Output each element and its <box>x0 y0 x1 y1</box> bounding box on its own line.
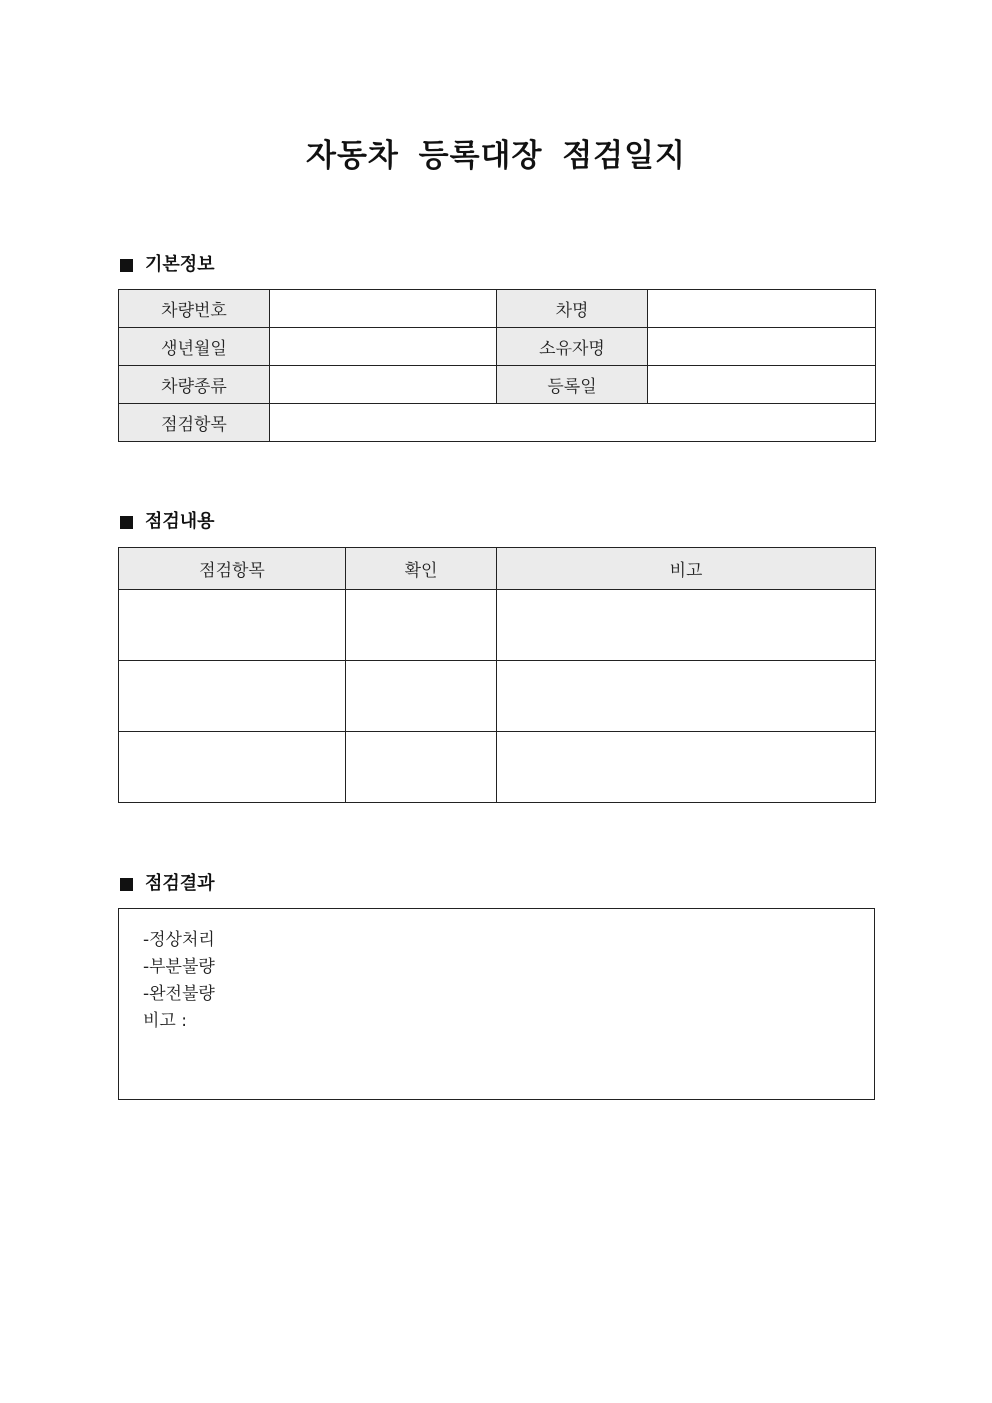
square-bullet-icon <box>120 516 133 529</box>
registration-date-field[interactable] <box>648 366 876 404</box>
inspection-heading <box>118 510 215 534</box>
vehicle-type-field[interactable] <box>270 366 497 404</box>
result-heading <box>118 872 215 896</box>
item-cell[interactable] <box>119 732 346 803</box>
result-lines <box>143 927 215 1035</box>
table-row <box>119 290 876 328</box>
inspection-item-label: 점검항목 <box>119 404 270 442</box>
birth-date-label: 생년월일 <box>119 328 270 366</box>
result-option-normal: -정상처리 <box>143 930 215 950</box>
vehicle-name-field[interactable] <box>648 290 876 328</box>
table-row <box>119 732 876 803</box>
confirm-cell[interactable] <box>346 661 497 732</box>
column-header-item: 점검항목 <box>119 548 346 590</box>
table-row <box>119 366 876 404</box>
inspection-table <box>118 547 876 803</box>
result-option-partial-defect: -부분불량 <box>143 957 215 977</box>
item-cell[interactable] <box>119 661 346 732</box>
result-option-total-defect: -완전불량 <box>143 984 215 1004</box>
column-header-remarks: 비고 <box>497 548 876 590</box>
square-bullet-icon <box>120 878 133 891</box>
confirm-cell[interactable] <box>346 590 497 661</box>
table-row <box>119 328 876 366</box>
vehicle-name-label: 차명 <box>497 290 648 328</box>
vehicle-number-label: 차량번호 <box>119 290 270 328</box>
result-heading-text: 점검결과 <box>145 873 215 894</box>
basic-info-heading <box>118 253 215 277</box>
inspection-heading-text: 점검내용 <box>145 511 215 532</box>
remarks-cell[interactable] <box>497 590 876 661</box>
remarks-cell[interactable] <box>497 661 876 732</box>
page-title: 자동차 등록대장 점검일지 <box>306 138 686 174</box>
basic-info-table <box>118 289 876 442</box>
table-row <box>119 661 876 732</box>
result-remarks-label: 비고 : <box>143 1011 187 1031</box>
square-bullet-icon <box>120 259 133 272</box>
inspection-item-field[interactable] <box>270 404 876 442</box>
confirm-cell[interactable] <box>346 732 497 803</box>
column-header-confirm: 확인 <box>346 548 497 590</box>
birth-date-field[interactable] <box>270 328 497 366</box>
table-row <box>119 404 876 442</box>
registration-date-label: 등록일 <box>497 366 648 404</box>
owner-name-label: 소유자명 <box>497 328 648 366</box>
table-row <box>119 590 876 661</box>
item-cell[interactable] <box>119 590 346 661</box>
remarks-cell[interactable] <box>497 732 876 803</box>
basic-info-heading-text: 기본정보 <box>145 254 215 275</box>
vehicle-type-label: 차량종류 <box>119 366 270 404</box>
vehicle-number-field[interactable] <box>270 290 497 328</box>
result-box[interactable] <box>118 908 875 1100</box>
table-header-row <box>119 548 876 590</box>
owner-name-field[interactable] <box>648 328 876 366</box>
